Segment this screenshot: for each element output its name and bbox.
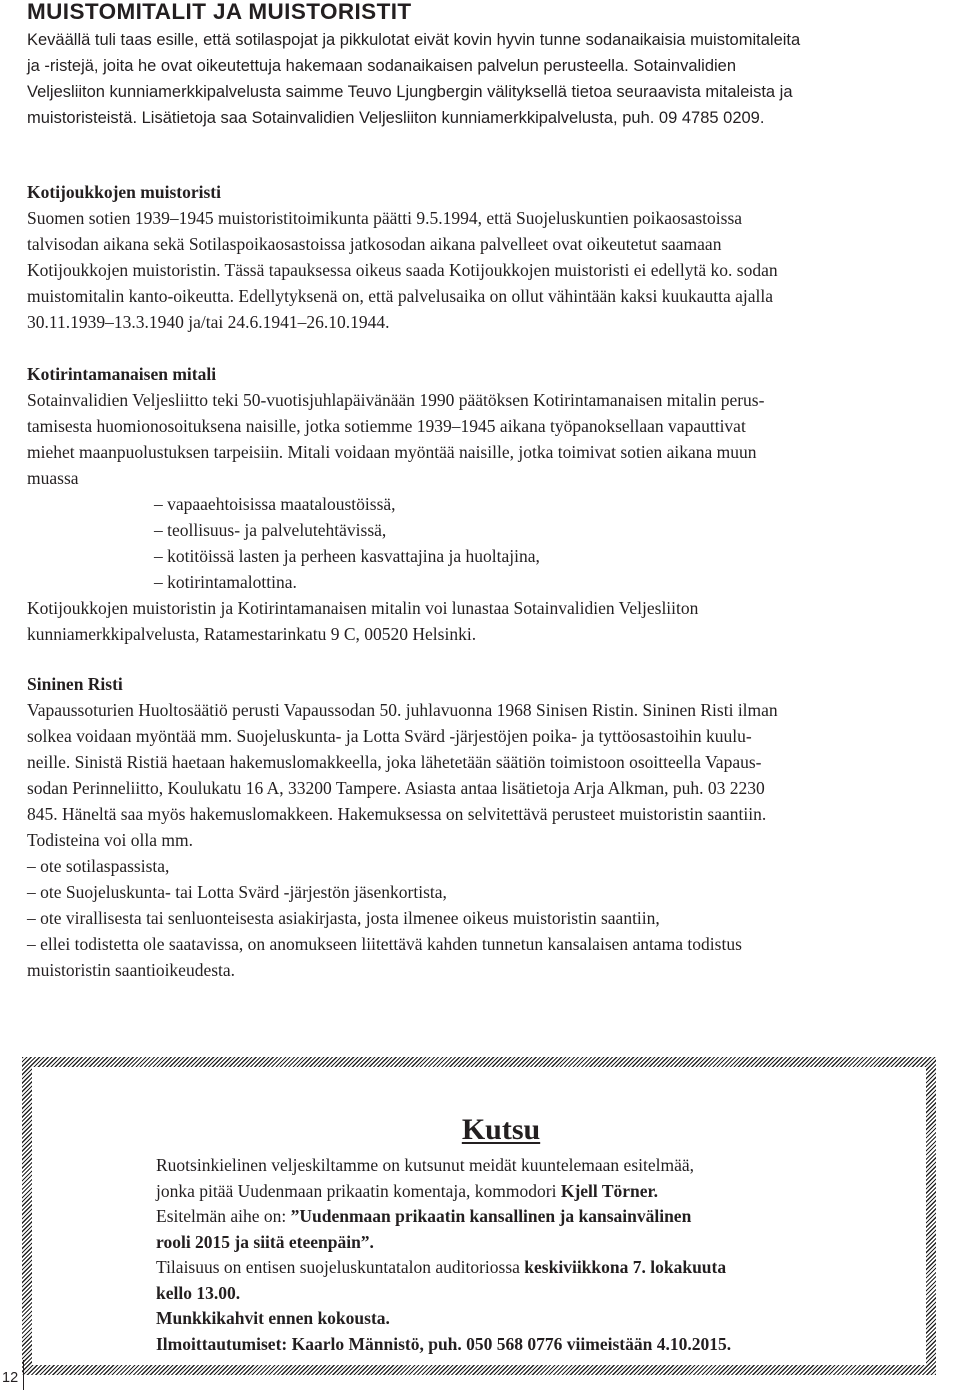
invitation-line: jonka pitää Uudenmaan prikaatin komentaja, kommodori Kjell Törner. xyxy=(156,1180,659,1201)
section-heading: Kotijoukkojen muistoristi xyxy=(27,182,221,202)
list-item: – kotitöissä lasten ja perheen kasvattajina ja huoltajina, xyxy=(154,546,540,566)
invitation-line: Ruotsinkielinen veljeskiltamme on kutsunut meidät kuuntelemaan esitelmää, xyxy=(156,1155,695,1175)
invitation-line: Munkkikahvit ennen kokousta. xyxy=(156,1308,390,1328)
list-item: – ellei todistetta ole saatavissa, on anomukseen liitettävä kahden tunnetun kansalaisen antama todistus xyxy=(27,934,742,954)
section-heading: Sininen Risti xyxy=(27,674,123,694)
intro-line: Veljesliiton kunniamerkkipalvelusta saimme Teuvo Ljungbergin välityksellä tietoa seuraavista mitaleista ja xyxy=(27,83,793,101)
page-number-rule xyxy=(23,1360,24,1390)
section-line: Suomen sotien 1939–1945 muistoristitoimikunta päätti 9.5.1994, että Suojeluskuntien poikaosastoissa xyxy=(27,208,743,228)
section-line: 845. Häneltä saa myös hakemuslomakkeen. Hakemuksessa on selvitettävä perusteet muistoristin saantiin. xyxy=(27,804,767,824)
section-line: miehet maanpuolustuksen tarpeisiin. Mitali voidaan myöntää naisille, jotka toimivat sotien aikana muun xyxy=(27,442,757,462)
section-kotirintamanaisen-mitali xyxy=(27,361,952,647)
section-line: 30.11.1939–13.3.1940 ja/tai 24.6.1941–26.10.1944. xyxy=(27,312,390,332)
intro-line: Keväällä tuli taas esille, että sotilaspojat ja pikkulotat eivät kovin hyvin tunne sodanaikaisia muistomitaleita xyxy=(27,31,801,49)
section-heading: Kotirintamanaisen mitali xyxy=(27,364,217,384)
section-kotijoukkojen-muistoristi xyxy=(27,179,952,335)
section-line: muistomitalin kanto-oikeutta. Edellytyksenä on, että palvelusaika on ollut vähintään kaksi kuukautta ajalla xyxy=(27,286,773,306)
intro-line: muistoristeistä. Lisätietoja saa Sotainvalidien Veljesliiton kunniamerkkipalvelusta, puh. 09 4785 0209. xyxy=(27,109,765,127)
list-item: – ote virallisesta tai senluonteisesta asiakirjasta, josta ilmenee oikeus muistoristin saantiin, xyxy=(27,908,660,928)
invitation-text xyxy=(156,1153,876,1357)
page-number: 12 xyxy=(2,1370,19,1386)
section-line: Kotijoukkojen muistoristin. Tässä tapauksessa oikeus saada Kotijoukkojen muistoristi ei edellytä ko. sodan xyxy=(27,260,778,280)
section-line: tamisesta huomionosoituksena naisille, jotka sotiemme 1939–1945 aikana työpanoksellaan vapauttivat xyxy=(27,416,746,436)
invitation-inner xyxy=(32,1067,926,1365)
invitation-heading: Kutsu xyxy=(461,1113,541,1146)
section-sininen-risti xyxy=(27,671,952,983)
list-item: – ote sotilaspassista, xyxy=(27,856,170,876)
section-line: sodan Perinneliitto, Koulukatu 16 A, 33200 Tampere. Asiasta antaa lisätietoja Arja Alkman, puh. 03 2230 xyxy=(27,778,765,798)
section-line: muistoristin saantioikeudesta. xyxy=(27,960,236,980)
section-line: talvisodan aikana sekä Sotilaspoikaosastoissa jatkosodan aikana palvelleet ovat oikeutetut saamaan xyxy=(27,234,722,254)
section-line: solkea voidaan myöntää mm. Suojeluskunta- ja Lotta Svärd -järjestöjen poika- ja tyttöosastoihin kuulu- xyxy=(27,726,752,746)
section-line: Sotainvalidien Veljesliitto teki 50-vuotisjuhlapäivänään 1990 päätöksen Kotirintamanaisen mitalin perus- xyxy=(27,390,765,410)
invitation-line: rooli 2015 ja siitä eteenpäin”. xyxy=(156,1231,374,1252)
list-item: – kotirintamalottina. xyxy=(154,572,297,592)
intro-line: ja -ristejä, joita he ovat oikeutettuja hakemaan sodanaikaisen palvelun perusteella. Sotainvalidien xyxy=(27,57,737,75)
section-line: muassa xyxy=(27,468,79,488)
invitation-line: kello 13.00. xyxy=(156,1282,241,1303)
invitation-box xyxy=(22,1057,936,1375)
section-line: Vapaussoturien Huoltosäätiö perusti Vapaussodan 50. juhlavuonna 1968 Sinisen Ristin. Sininen Risti ilman xyxy=(27,700,778,720)
section-line: Todisteina voi olla mm. xyxy=(27,830,193,850)
list-item: – teollisuus- ja palvelutehtävissä, xyxy=(154,520,387,540)
section-line: neille. Sinistä Ristiä haetaan hakemuslomakkeella, joka lähetetään säätiön toimistoon osoitteella Vapaus- xyxy=(27,752,762,772)
page-title: MUISTOMITALIT JA MUISTORISTIT xyxy=(27,0,412,24)
section-line: kunniamerkkipalvelusta, Ratamestarinkatu 9 C, 00520 Helsinki. xyxy=(27,624,477,644)
list-item: – vapaaehtoisissa maataloustöissä, xyxy=(154,494,396,514)
intro-paragraph xyxy=(27,27,952,131)
invitation-line: Tilaisuus on entisen suojeluskuntatalon auditoriossa keskiviikkona 7. lokakuuta xyxy=(156,1257,727,1277)
section-line: Kotijoukkojen muistoristin ja Kotirintamanaisen mitalin voi lunastaa Sotainvalidien Veljesliiton xyxy=(27,598,699,618)
invitation-line: Ilmoittautumiset: Kaarlo Männistö, puh. 050 568 0776 viimeistään 4.10.2015. xyxy=(156,1333,732,1354)
list-item: – ote Suojeluskunta- tai Lotta Svärd -järjestön jäsenkortista, xyxy=(27,882,447,902)
invitation-line: Esitelmän aihe on: ”Uudenmaan prikaatin kansallinen ja kansainvälinen xyxy=(156,1206,692,1226)
